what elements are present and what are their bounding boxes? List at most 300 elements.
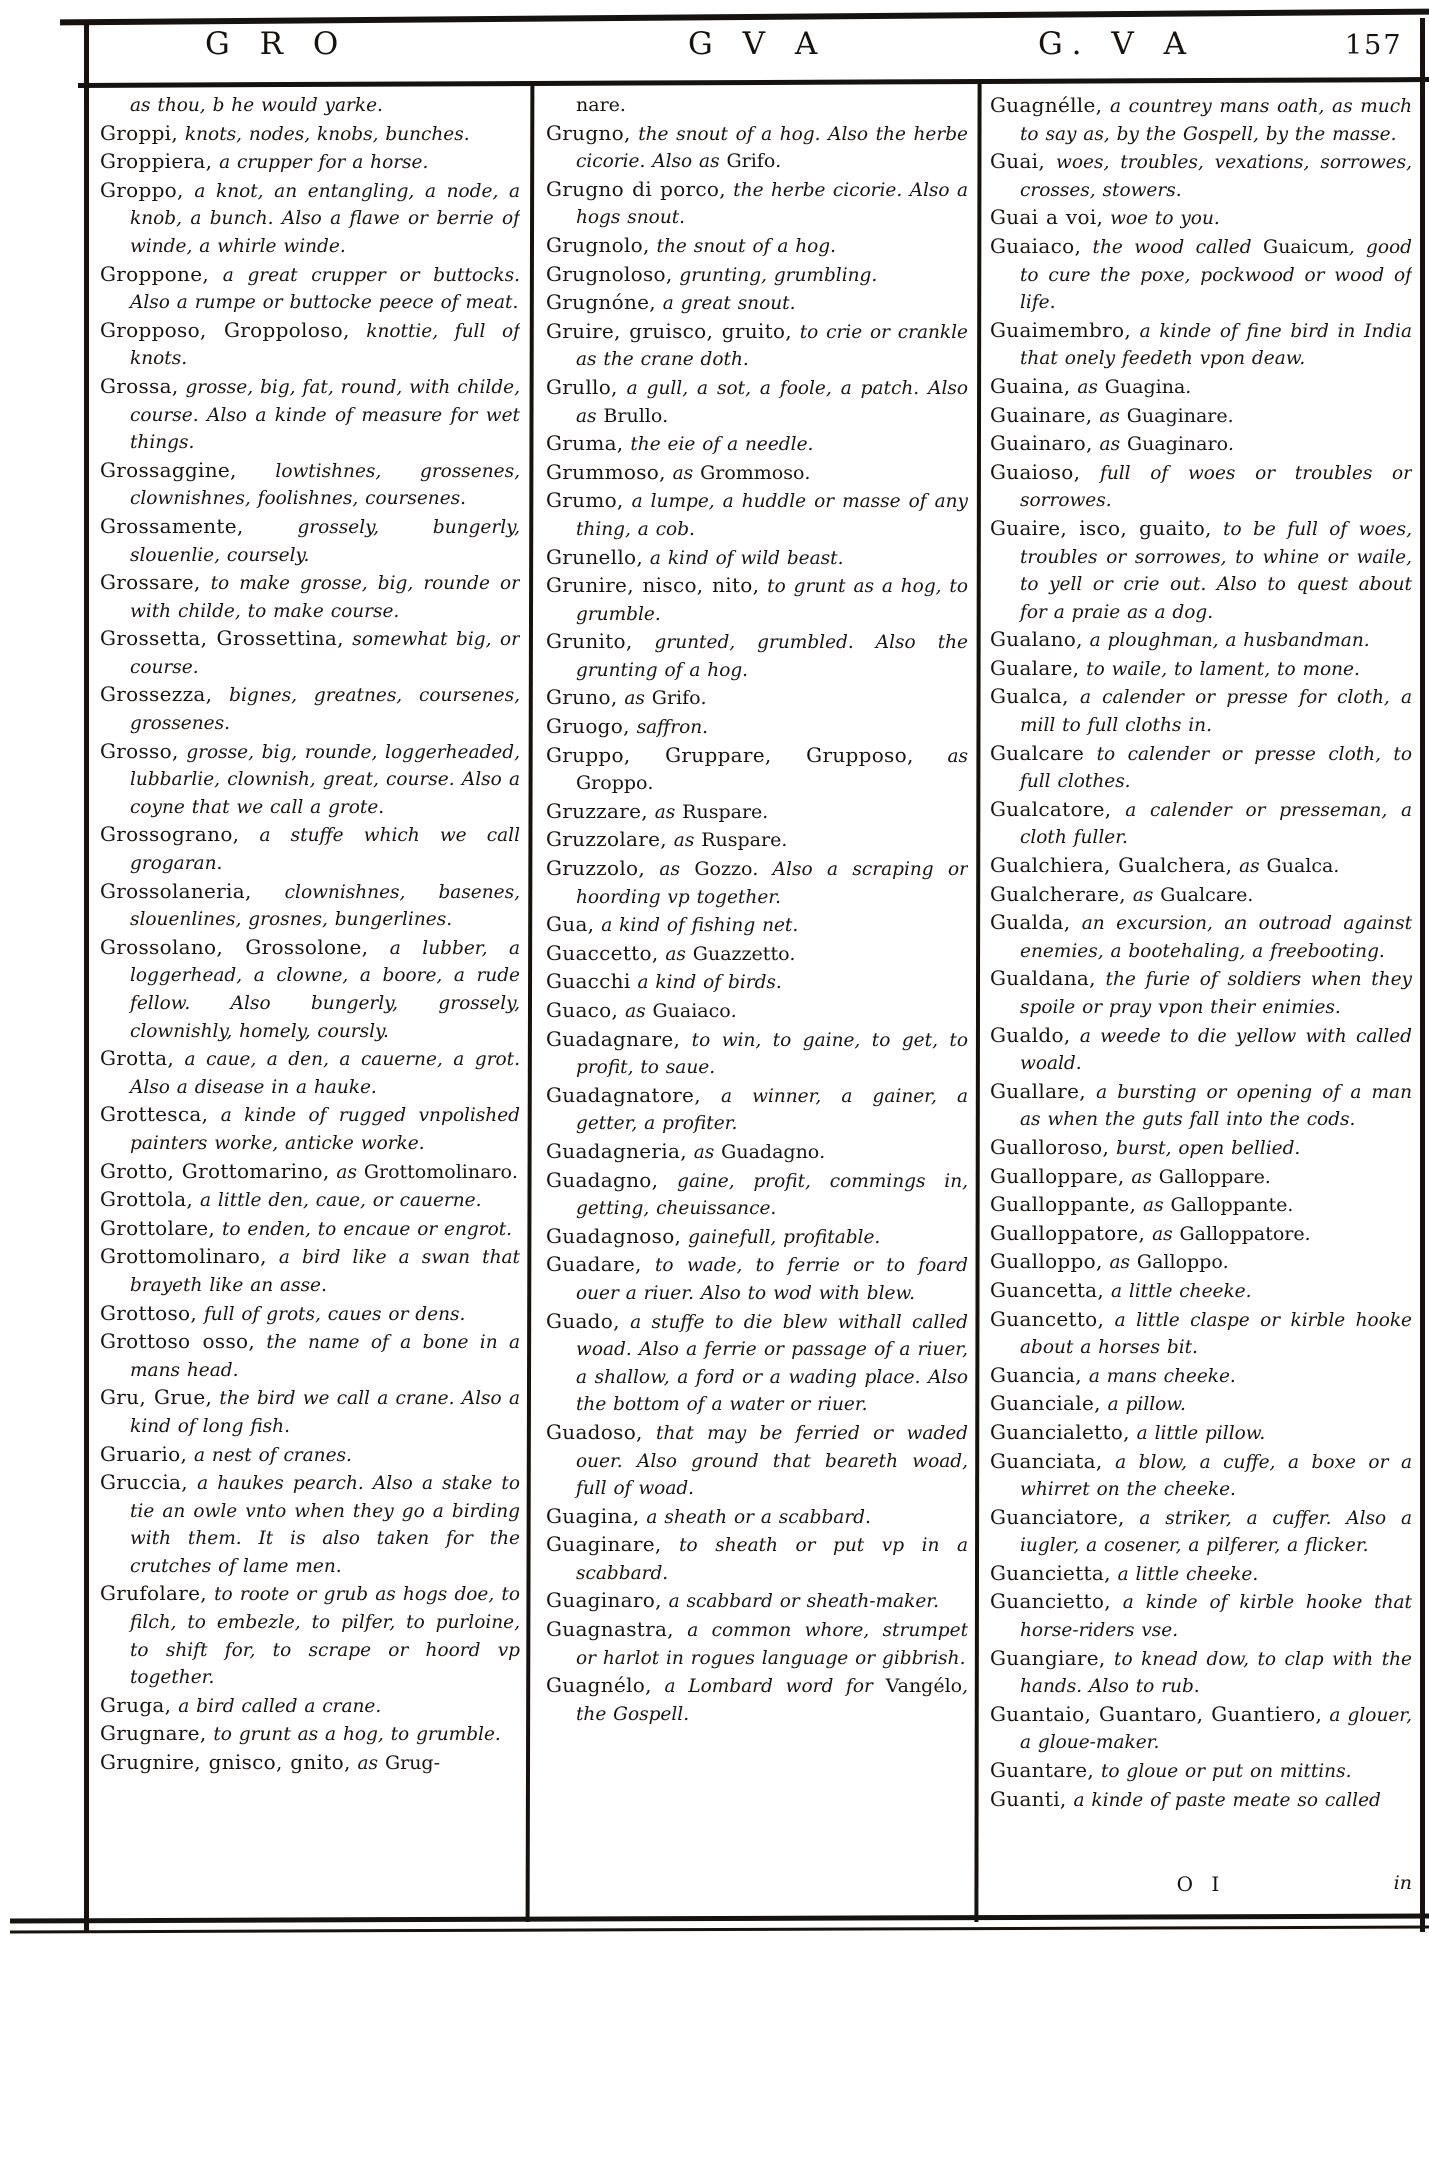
entry-definition-text: a lubber, a loggerhead, a clowne, a boore, a rude fellow. Also bungerly, grossely, clownishly, homely, coursly. bbox=[130, 937, 520, 1042]
entry-headword: Gruno, bbox=[546, 685, 618, 710]
dictionary-entry bbox=[100, 569, 520, 625]
entry-headword: Grottolare, bbox=[100, 1215, 216, 1240]
dictionary-entry bbox=[990, 430, 1412, 459]
entry-definition-text: the wood called bbox=[1081, 236, 1264, 258]
left-border-rule bbox=[84, 20, 89, 1932]
dictionary-entry bbox=[546, 1672, 968, 1728]
dictionary-entry bbox=[100, 457, 520, 513]
entry-headword: Gualloppatore, bbox=[990, 1220, 1146, 1245]
entry-definition-text: . bbox=[511, 1161, 518, 1183]
entry-definition-text: a little den, caue, or cauerne. bbox=[193, 1190, 482, 1212]
entry-definition-text: . bbox=[647, 773, 654, 795]
entry-definition-text: clownishnes, basenes, slouenlines, grosnes, bungerlines. bbox=[130, 881, 520, 931]
entry-definition-text: to roote or grub as hogs doe, to filch, to embezle, to pilfer, to purloine, to shift for, to scrape or hoord vp together. bbox=[130, 1584, 520, 1689]
dictionary-entry bbox=[990, 1163, 1412, 1192]
entry-headword: Grosso, bbox=[100, 738, 179, 763]
dictionary-entry bbox=[990, 1448, 1412, 1504]
dictionary-entry bbox=[100, 1045, 520, 1101]
entry-headword: Gruppo, Gruppare, Grupposo, bbox=[546, 742, 914, 767]
entry-definition-text: a caue, a den, a cauerne, a grot. Also a disease in a hauke. bbox=[130, 1049, 520, 1098]
entry-headword: Guangiare, bbox=[990, 1645, 1106, 1670]
catchword: in bbox=[1393, 1872, 1412, 1894]
entry-headword: Guadagnoso, bbox=[546, 1223, 682, 1248]
entry-definition-text: to gloue or put on mittins. bbox=[1094, 1761, 1352, 1783]
entry-definition-text: to be full of woes, troubles or sorrowes, to whine or waile, to yell or crie out. Also to quest about for a praie as a dog. bbox=[1020, 518, 1412, 623]
entry-definition-text: . bbox=[1222, 1252, 1229, 1274]
entry-definition-text: as bbox=[658, 943, 693, 965]
dictionary-entry bbox=[100, 821, 520, 877]
dictionary-entry bbox=[990, 740, 1412, 796]
entry-definition-text: to waile, to lament, to mone. bbox=[1079, 658, 1360, 680]
entry-headword: Grottola, bbox=[100, 1187, 194, 1212]
entry-headword: Guancetta, bbox=[990, 1277, 1105, 1302]
entry-definition-text: to calender or presse cloth, to full clothes. bbox=[1020, 743, 1412, 793]
entry-definition-text: . bbox=[662, 405, 669, 427]
entry-headword: Guaina, bbox=[990, 373, 1071, 398]
entry-headword: Guancetto, bbox=[990, 1306, 1105, 1331]
dictionary-entry bbox=[990, 852, 1412, 881]
entry-headword: Guaioso, bbox=[990, 459, 1081, 484]
entry-definition-text: a ploughman, a husbandman. bbox=[1082, 630, 1370, 652]
entry-headword: Guagnélo, bbox=[546, 1673, 652, 1698]
entry-headword: Gualloppare, bbox=[990, 1163, 1125, 1188]
entry-definition-text: a little cheeke. bbox=[1104, 1280, 1252, 1302]
entry-headword: Grossezza, bbox=[100, 682, 213, 707]
entry-headword: Guaimembro, bbox=[990, 317, 1132, 342]
entry-headword: Grugnolo, bbox=[546, 232, 650, 257]
dictionary-entry bbox=[546, 1138, 968, 1167]
entry-definition-text: saffron. bbox=[629, 717, 709, 739]
dictionary-entry bbox=[546, 572, 968, 628]
dictionary-entry bbox=[546, 1419, 968, 1503]
entry-definition-text: as bbox=[617, 688, 652, 710]
entry-definition-text: as bbox=[1124, 1166, 1159, 1188]
right-border-rule bbox=[1420, 18, 1425, 1932]
entry-headword: Guai a voi, bbox=[990, 205, 1104, 230]
entry-headword: Groppone, bbox=[100, 261, 209, 286]
entry-definition-text: the snout of a hog. Also the herbe cicorie. Also as bbox=[576, 123, 968, 173]
entry-definition-text: as bbox=[1145, 1223, 1180, 1245]
entry-definition-text: as thou, b he would yarke. bbox=[130, 95, 383, 116]
entry-definition-text: to crie or crankle as the crane doth. bbox=[576, 321, 968, 371]
entry-headword: Grugnire, gnisco, gnito, bbox=[100, 1750, 351, 1775]
entry-definition-text: a stuffe which we call grogaran. bbox=[130, 825, 520, 875]
dictionary-entry bbox=[990, 1022, 1412, 1078]
entry-headword: Gualano, bbox=[990, 627, 1083, 652]
entry-definition-text: woes, troubles, vexations, sorrowes, crosses, stowers. bbox=[1020, 152, 1412, 201]
header-rule bbox=[78, 77, 1429, 88]
entry-definition-text: as bbox=[913, 745, 968, 767]
entry-headword: Gualare, bbox=[990, 655, 1080, 680]
entry-definition-text: a bird like a swan that brayeth like an asse. bbox=[130, 1247, 520, 1296]
entry-headword: Guancia, bbox=[990, 1362, 1082, 1387]
entry-definition-text: the name of a bone in a mans head. bbox=[130, 1332, 520, 1381]
entry-definition-text: a knot, an entangling, a node, a knob, a bunch. Also a flawe or berrie of winde, a whirle winde. bbox=[130, 180, 520, 257]
entry-definition-text: a great snout. bbox=[655, 293, 796, 315]
entry-definition-text: a bird called a crane. bbox=[171, 1695, 382, 1717]
entry-definition-text: as bbox=[686, 1141, 722, 1163]
entry-headword: Gruario, bbox=[100, 1441, 188, 1466]
entry-definition-text: a kinde of paste meate so called bbox=[1066, 1789, 1381, 1811]
column-3-entries bbox=[990, 92, 1412, 1814]
entry-headword: Guancietto, bbox=[990, 1589, 1111, 1614]
entry-definition-text: a scabbard or sheath-maker. bbox=[661, 1591, 939, 1613]
dictionary-entry bbox=[100, 738, 520, 822]
entry-definition-text: a kinde of rugged vnpolished painters worke, anticke worke. bbox=[130, 1105, 520, 1154]
entry-headword: Gualcherare, bbox=[990, 881, 1126, 906]
entry-cross-reference: Gualcare bbox=[1160, 883, 1248, 906]
entry-definition-text: . bbox=[789, 943, 796, 965]
dictionary-entry bbox=[100, 1300, 520, 1329]
entry-headword: Grummoso, bbox=[546, 459, 666, 484]
dictionary-entry bbox=[100, 1243, 520, 1299]
entry-headword: Grossograno, bbox=[100, 822, 240, 847]
entry-headword: Guallare, bbox=[990, 1078, 1086, 1103]
entry-definition-text: grosse, big, rounde, loggerheaded, lubbarlie, clownish, great, course. Also a coyne that we call a grote. bbox=[130, 741, 520, 818]
entry-definition-text: the furie of soldiers when they spoile or pray vpon their enimies. bbox=[1020, 969, 1412, 1018]
dictionary-entry bbox=[100, 681, 520, 737]
dictionary-entry bbox=[100, 1158, 520, 1187]
entry-definition-text: , the Gospell. bbox=[576, 1676, 968, 1725]
entry-definition-text: . bbox=[1227, 405, 1234, 427]
dictionary-entry bbox=[100, 373, 520, 457]
entry-headword: Gualcare bbox=[990, 740, 1085, 765]
column-2-entries bbox=[546, 92, 968, 1728]
entry-definition-text: somewhat big, or course. bbox=[130, 629, 520, 678]
dictionary-entry bbox=[546, 232, 968, 261]
entry-definition-text: a gull, a sot, a foole, a patch. Also as bbox=[576, 377, 968, 427]
entry-definition-text: . bbox=[1304, 1223, 1311, 1245]
entry-headword: Gruzzare, bbox=[546, 798, 648, 823]
entry-definition-text: . bbox=[700, 688, 707, 710]
dictionary-entry bbox=[546, 855, 968, 911]
dictionary-entry bbox=[990, 1701, 1412, 1757]
dictionary-entry bbox=[100, 1692, 520, 1721]
entry-cross-reference: Guaicum bbox=[1263, 235, 1349, 258]
entry-definition-text: as bbox=[645, 859, 695, 881]
entry-definition-text: a great crupper or buttocks. Also a rumpe or buttocke peece of meat. bbox=[130, 264, 520, 314]
entry-headword: Gropposo, Groppoloso, bbox=[100, 317, 350, 342]
dictionary-entry bbox=[100, 513, 520, 569]
entry-definition-text: as bbox=[618, 1001, 653, 1022]
dictionary-entry bbox=[100, 1328, 520, 1384]
entry-definition-text: knots, nodes, knobs, bunches. bbox=[178, 123, 470, 145]
dictionary-entry bbox=[100, 120, 520, 149]
dictionary-entry bbox=[100, 1749, 520, 1778]
entry-definition-text: full of grots, caues or dens. bbox=[197, 1303, 466, 1325]
entry-headword: Guanti, bbox=[990, 1786, 1067, 1811]
entry-headword: Grossa, bbox=[100, 373, 179, 398]
entry-definition-text: an excursion, an outroad against enemies, a bootehaling, a freebooting. bbox=[1020, 913, 1412, 962]
entry-cross-reference: Guaiaco bbox=[652, 1000, 731, 1022]
entry-headword: Guancietta, bbox=[990, 1560, 1111, 1585]
dictionary-entry bbox=[990, 1078, 1412, 1134]
entry-definition-text: as bbox=[666, 830, 702, 852]
dictionary-entry bbox=[546, 459, 968, 488]
entry-headword: Grufolare, bbox=[100, 1581, 207, 1606]
entry-definition-text: a blow, a cuffe, a boxe or a whirret on the cheeke. bbox=[1020, 1451, 1412, 1501]
entry-headword: Gualloroso, bbox=[990, 1134, 1110, 1159]
entry-definition-text: a bursting or opening of a man as when the guts fall into the cods. bbox=[1020, 1081, 1412, 1131]
dictionary-entry bbox=[990, 683, 1412, 739]
entry-definition-text: a lumpe, a huddle or masse of any thing, a cob. bbox=[576, 491, 968, 540]
entry-cross-reference: Grifo bbox=[726, 150, 776, 173]
entry-headword: Groppiera, bbox=[100, 149, 213, 174]
dictionary-entry bbox=[100, 1101, 520, 1157]
entry-headword: Guagina, bbox=[546, 1503, 640, 1528]
entry-definition-text: as bbox=[1092, 405, 1127, 427]
entry-definition-text: . Also a scraping or hoording vp together. bbox=[576, 859, 968, 908]
entry-headword: Guagnélle, bbox=[990, 93, 1103, 117]
entry-headword: Gruzzolare, bbox=[546, 827, 667, 852]
entry-definition-text: . bbox=[1228, 434, 1234, 456]
entry-cross-reference: Galloppare bbox=[1158, 1165, 1265, 1188]
dictionary-entry bbox=[990, 515, 1412, 626]
entry-definition-text: . bbox=[1287, 1195, 1294, 1217]
entry-cross-reference: Guagina bbox=[1104, 375, 1186, 398]
dictionary-entry bbox=[990, 909, 1412, 965]
entry-headword: Gua, bbox=[546, 912, 595, 937]
entry-definition-text: . bbox=[1247, 884, 1254, 906]
dictionary-entry bbox=[100, 261, 520, 317]
dictionary-entry bbox=[546, 1531, 968, 1587]
entry-headword: Grossolano, Grossolone, bbox=[100, 934, 369, 959]
entry-definition-text: gaine, profit, commings in, getting, cheuissance. bbox=[576, 1170, 968, 1220]
entry-cross-reference: Gozzo bbox=[694, 858, 753, 881]
entry-definition-text: as bbox=[665, 462, 701, 484]
entry-definition-text: grunting, grumbling. bbox=[672, 264, 878, 286]
dictionary-entry bbox=[990, 1134, 1412, 1163]
entry-headword: Grugno, bbox=[546, 120, 631, 145]
entry-definition-text: a crupper for a horse. bbox=[212, 152, 429, 174]
entry-headword: Guantare, bbox=[990, 1758, 1095, 1783]
entry-cross-reference: Galloppo bbox=[1136, 1251, 1223, 1274]
entry-cross-reference: Gualca bbox=[1266, 855, 1334, 878]
entry-headword: Gruogo, bbox=[546, 714, 630, 739]
entry-headword: Grossamente, bbox=[100, 513, 244, 538]
dictionary-entry bbox=[990, 402, 1412, 431]
dictionary-entry bbox=[546, 742, 968, 798]
entry-definition-text: a mans cheeke. bbox=[1081, 1365, 1236, 1387]
signature-mark: O I bbox=[1176, 1872, 1226, 1896]
entry-definition-text: a sheath or a scabbard. bbox=[639, 1506, 871, 1528]
dictionary-entry bbox=[100, 625, 520, 681]
entry-headword: Guai, bbox=[990, 149, 1046, 174]
entry-definition-text: as bbox=[1092, 434, 1127, 456]
entry-headword: Grotta, bbox=[100, 1046, 175, 1071]
dictionary-entry bbox=[990, 373, 1412, 402]
entry-definition-text: to grunt as a hog, to grumble. bbox=[206, 1724, 501, 1746]
entry-headword: Grunire, nisco, nito, bbox=[546, 573, 760, 598]
entry-definition-text: a kinde of kirble hooke that horse-riders vse. bbox=[1020, 1592, 1412, 1642]
entry-headword: Guancialetto, bbox=[990, 1419, 1130, 1444]
entry-definition-text: grosse, big, fat, round, with childe, course. Also a kinde of measure for wet things. bbox=[130, 376, 520, 454]
entry-headword: Grugnóne, bbox=[546, 290, 656, 315]
dictionary-entry bbox=[546, 1616, 968, 1672]
dictionary-entry bbox=[100, 92, 520, 120]
entry-cross-reference: Groppo bbox=[576, 772, 648, 795]
dictionary-entry bbox=[100, 1215, 520, 1244]
entry-cross-reference: Guaginaro bbox=[1126, 433, 1229, 456]
running-header-gva-2: G. V A bbox=[1038, 26, 1196, 62]
entry-headword: Gruccia, bbox=[100, 1470, 188, 1495]
entry-headword: Grottoso, bbox=[100, 1300, 198, 1325]
entry-definition-text: . bbox=[730, 1001, 737, 1022]
entry-headword: Guadagnatore, bbox=[546, 1082, 701, 1107]
dictionary-entry bbox=[100, 177, 520, 261]
entry-definition-text: a little claspe or kirble hooke about a horses bit. bbox=[1020, 1309, 1412, 1359]
dictionary-entry bbox=[990, 1191, 1412, 1220]
entry-headword: Grossaggine, bbox=[100, 457, 237, 482]
entry-headword: Grugno di porco, bbox=[546, 176, 726, 201]
entry-definition-text: to make grosse, big, rounde or with childe, to make course. bbox=[130, 573, 520, 622]
entry-definition-text: . bbox=[775, 151, 782, 173]
entry-definition-text: gainefull, profitable. bbox=[681, 1226, 881, 1248]
entry-cross-reference: Galloppante bbox=[1170, 1194, 1288, 1217]
entry-definition-text: as bbox=[1102, 1252, 1137, 1274]
entry-headword: Grumo, bbox=[546, 488, 624, 513]
entry-cross-reference: Grottomolinaro bbox=[363, 1160, 512, 1183]
entry-cross-reference: Brullo bbox=[603, 404, 663, 427]
entry-definition-text: a kind of birds. bbox=[630, 972, 782, 994]
entry-headword: Grunito, bbox=[546, 629, 633, 654]
dictionary-entry bbox=[546, 92, 968, 120]
entry-headword: Guaccetto, bbox=[546, 940, 659, 965]
entry-definition-text: to sheath or put vp in a scabbard. bbox=[576, 1535, 968, 1584]
entry-definition-text: the eie of a needle. bbox=[623, 434, 814, 456]
dictionary-entry bbox=[100, 1441, 520, 1470]
entry-definition-text: a little cheeke. bbox=[1110, 1563, 1259, 1585]
dictionary-entry bbox=[990, 92, 1412, 148]
dictionary-entry bbox=[990, 1390, 1412, 1419]
dictionary-entry bbox=[990, 1757, 1412, 1786]
dictionary-entry bbox=[100, 1720, 520, 1749]
dictionary-entry bbox=[546, 487, 968, 543]
entry-definition-text: grossely, bungerly, slouenlie, coursely. bbox=[130, 516, 520, 566]
entry-definition-text: the herbe cicorie. Also a hogs snout. bbox=[576, 179, 968, 229]
entry-definition-text: that may be ferried or waded ouer. Also ground that beareth woad, full of woad. bbox=[576, 1422, 968, 1500]
top-rule bbox=[60, 9, 1429, 26]
dictionary-entry bbox=[546, 628, 968, 684]
entry-headword: Grugnare, bbox=[100, 1721, 207, 1746]
entry-headword: Grottesca, bbox=[100, 1102, 209, 1127]
column-divider-2 bbox=[974, 84, 981, 1922]
dictionary-entry bbox=[546, 911, 968, 940]
dictionary-entry bbox=[990, 1560, 1412, 1589]
entry-cross-reference: Guazzetto bbox=[692, 942, 790, 965]
entry-headword: Gualda, bbox=[990, 910, 1071, 935]
entry-definition-text: as bbox=[329, 1161, 364, 1183]
entry-definition-text: . bbox=[819, 1141, 826, 1163]
entry-definition-text: to wade, to ferrie or to foard ouer a riuer. Also to wod with blew. bbox=[576, 1255, 968, 1304]
dictionary-entry bbox=[546, 1223, 968, 1252]
entry-definition-text: as bbox=[350, 1753, 385, 1775]
entry-headword: Gruire, gruisco, gruito, bbox=[546, 318, 792, 343]
entry-headword: Gualca, bbox=[990, 684, 1069, 709]
entry-cross-reference: nare. bbox=[576, 94, 626, 116]
entry-definition-text: woe to you. bbox=[1103, 208, 1220, 230]
bottom-rule-outer bbox=[10, 1914, 1429, 1924]
dictionary-entry bbox=[546, 713, 968, 742]
entry-cross-reference: Grug- bbox=[384, 1752, 441, 1775]
entry-cross-reference: Grommoso bbox=[700, 461, 805, 484]
entry-definition-text: a common whore, strumpet or harlot in rogues language or gibbrish. bbox=[576, 1620, 968, 1669]
dictionary-entry bbox=[100, 934, 520, 1045]
dictionary-entry bbox=[546, 176, 968, 232]
entry-cross-reference: Guadagno bbox=[721, 1140, 820, 1163]
entry-headword: Grottomolinaro, bbox=[100, 1244, 267, 1269]
entry-headword: Guadagno, bbox=[546, 1167, 659, 1192]
column-1-entries bbox=[100, 92, 520, 1778]
entry-definition-text: knottie, full of knots. bbox=[130, 320, 520, 370]
dictionary-entry bbox=[100, 148, 520, 177]
entry-cross-reference: Galloppatore bbox=[1179, 1222, 1305, 1245]
entry-definition-text: a winner, a gainer, a getter, a profiter. bbox=[576, 1085, 968, 1135]
entry-headword: Gruzzolo, bbox=[546, 856, 646, 881]
entry-definition-text: as bbox=[1125, 884, 1161, 906]
dictionary-entry bbox=[990, 1277, 1412, 1306]
entry-definition-text: the snout of a hog. bbox=[649, 235, 837, 257]
entry-definition-text: a countrey mans oath, as much to say as, by the Gospell, by the masse. bbox=[1020, 96, 1412, 145]
entry-definition-text: . bbox=[804, 462, 811, 484]
dictionary-entry bbox=[990, 1504, 1412, 1560]
dictionary-entry bbox=[546, 1167, 968, 1223]
dictionary-entry bbox=[546, 1587, 968, 1616]
entry-headword: Guainare, bbox=[990, 402, 1093, 427]
entry-headword: Grottoso osso, bbox=[100, 1329, 256, 1354]
running-header-gro: G R O bbox=[205, 26, 349, 62]
entry-cross-reference: Guaginare bbox=[1126, 404, 1228, 427]
entry-headword: Grullo, bbox=[546, 374, 618, 399]
entry-definition-text: full of woes or troubles or sorrowes. bbox=[1020, 462, 1412, 512]
entry-definition-text: a little pillow. bbox=[1129, 1422, 1266, 1444]
entry-cross-reference: Vangélo bbox=[885, 1675, 963, 1698]
entry-headword: Gruga, bbox=[100, 1692, 172, 1717]
entry-definition-text: a haukes pearch. Also a stake to tie an owle vnto when they go a birding with them. It is also taken for the crutches of lame men. bbox=[130, 1473, 520, 1577]
running-header-gva-1: G V A bbox=[688, 26, 828, 62]
entry-headword: Guanciata, bbox=[990, 1448, 1103, 1473]
entry-headword: Grossolaneria, bbox=[100, 878, 252, 903]
dictionary-entry bbox=[546, 1308, 968, 1419]
dictionary-entry bbox=[546, 1026, 968, 1082]
dictionary-entry bbox=[546, 430, 968, 459]
entry-definition-text: a striker, a cuffer. Also a iugler, a cosener, a pilferer, a flicker. bbox=[1020, 1507, 1412, 1557]
entry-headword: Gualchiera, Gualchera, bbox=[990, 853, 1233, 878]
entry-headword: Guaco, bbox=[546, 998, 619, 1022]
dictionary-entry bbox=[990, 965, 1412, 1021]
column-3 bbox=[990, 92, 1412, 1892]
entry-definition-text: a calender or presseman, a cloth fuller. bbox=[1020, 799, 1412, 849]
dictionary-entry bbox=[990, 881, 1412, 910]
entry-headword: Guacchi bbox=[546, 969, 631, 994]
entry-cross-reference: Ruspare bbox=[682, 800, 763, 823]
entry-cross-reference: Grifo bbox=[651, 687, 701, 710]
entry-headword: Gruma, bbox=[546, 431, 624, 456]
dictionary-entry bbox=[990, 796, 1412, 852]
dictionary-entry bbox=[990, 1588, 1412, 1644]
entry-definition-text: . bbox=[1185, 376, 1192, 398]
dictionary-entry bbox=[990, 626, 1412, 655]
dictionary-entry bbox=[100, 1580, 520, 1691]
entry-headword: Grunello, bbox=[546, 544, 644, 569]
page-number: 157 bbox=[1345, 30, 1403, 61]
dictionary-entry bbox=[546, 120, 968, 176]
entry-definition-text: a kind of fishing net. bbox=[594, 915, 799, 937]
dictionary-entry bbox=[990, 233, 1412, 317]
dictionary-entry bbox=[990, 1220, 1412, 1249]
entry-headword: Grossetta, Grossettina, bbox=[100, 626, 344, 651]
entry-headword: Guagnastra, bbox=[546, 1617, 674, 1642]
